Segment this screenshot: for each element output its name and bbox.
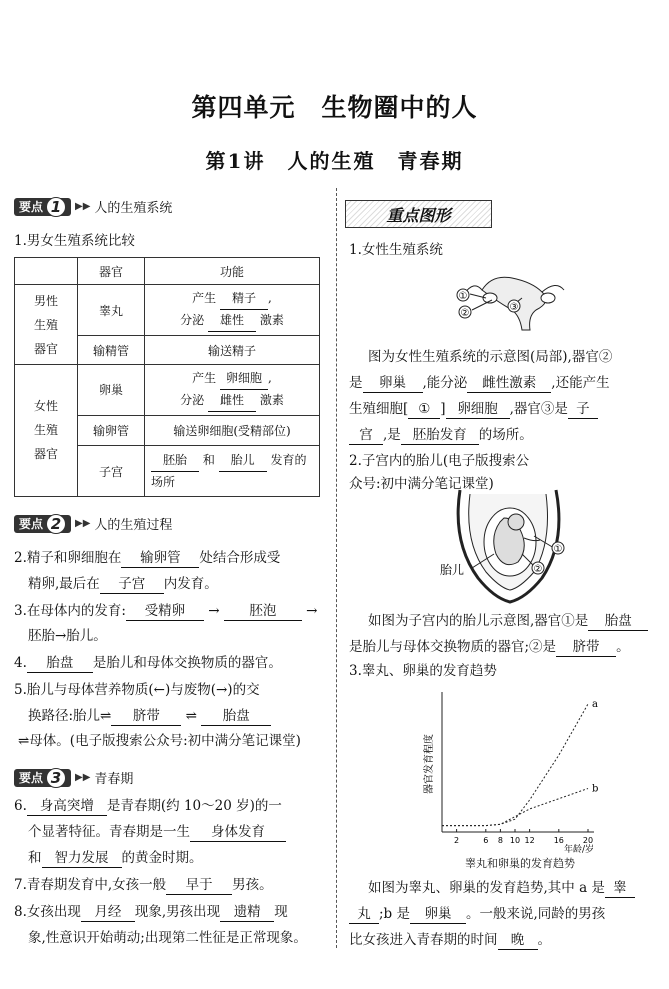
answer-blank: 月经 bbox=[81, 903, 135, 922]
organ-oviduct: 输卵管 bbox=[78, 415, 145, 446]
keypoint-title: 青春期 bbox=[94, 772, 134, 787]
uterus-function: 胚胎 和 胎儿 发育的 场所 bbox=[145, 446, 320, 497]
figure-3-text-line1: 如图为睾丸、卵巢的发育趋势,其中 a 是 睾 bbox=[368, 879, 635, 898]
label-marker-1: ① bbox=[458, 291, 468, 302]
answer-blank: 精子 bbox=[220, 288, 268, 310]
answer-blank: 宫 bbox=[349, 426, 383, 445]
development-trend-chart bbox=[418, 684, 608, 864]
key-figures-banner: 重点图形 bbox=[345, 200, 492, 228]
fetus-label: 胎儿 bbox=[440, 563, 465, 577]
answer-blank: 雄性 bbox=[208, 310, 256, 332]
keypoint-number: 1 bbox=[46, 197, 66, 217]
question-6-line1: 6. 身高突增 是青春期(约 10～20 岁)的一 bbox=[14, 798, 282, 814]
organ-uterus: 子宫 bbox=[78, 446, 145, 497]
label-marker-2: ② bbox=[533, 564, 543, 575]
x-tick-label: 10 bbox=[509, 836, 521, 845]
keypoint-2-header bbox=[14, 514, 172, 533]
answer-blank: 子 bbox=[568, 400, 598, 419]
label-marker-3: ③ bbox=[509, 302, 519, 313]
chart-caption: 睾丸和卵巢的发育趋势 bbox=[465, 857, 575, 870]
page-title: 第四单元 生物圈中的人 bbox=[191, 93, 478, 122]
answer-blank: 身体发育 bbox=[190, 823, 286, 842]
answer-blank: 身高突增 bbox=[27, 797, 107, 816]
answer-blank: 胚胎发育 bbox=[401, 426, 479, 445]
oviduct-function: 输送卵细胞(受精部位) bbox=[145, 415, 320, 446]
answer-blank: 卵细胞 bbox=[220, 368, 268, 390]
answer-blank: 输卵管 bbox=[121, 549, 199, 568]
figure-2-heading-cont: 众号:初中满分笔记课堂) bbox=[349, 476, 494, 492]
figure-2-text-line1: 如图为子宫内的胎儿示意图,器官①是 胎盘 bbox=[368, 612, 648, 631]
figure-1-text-line4: 宫 ,是 胚胎发育 的场所。 bbox=[349, 426, 533, 445]
figure-1-text-line3: 生殖细胞[ ① ] 卵细胞 ,器官③是 子 bbox=[349, 400, 598, 419]
table-corner bbox=[15, 258, 78, 285]
question-6-line3: 和 智力发展 的黄金时期。 bbox=[28, 850, 203, 866]
figure-3-text-line3: 比女孩进入青春期的时间 晚 。 bbox=[349, 932, 551, 948]
question-5-line3: ⇌母体。(电子版搜索公众号:初中满分笔记课堂) bbox=[18, 733, 301, 749]
answer-blank: 胎盘 bbox=[201, 707, 271, 726]
answer-blank: 卵巢 bbox=[410, 905, 466, 924]
reproductive-comparison-table bbox=[14, 257, 320, 497]
answer-blank: 胚胎 bbox=[151, 450, 199, 472]
chart-x-label: 年龄/岁 bbox=[563, 845, 594, 855]
keypoint-badge: 要点 3 bbox=[14, 769, 71, 787]
figure-1-text-line2: 是 卵巢 ,能分泌 雌性激素 ,还能产生 bbox=[349, 375, 610, 391]
table-header-organ: 器官 bbox=[78, 258, 145, 285]
keypoint-1-header bbox=[14, 197, 172, 216]
figure-2-text-line2: 是胎儿与母体交换物质的器官;②是 脐带 。 bbox=[349, 639, 630, 655]
series-label-a: a bbox=[592, 699, 598, 710]
answer-blank: 丸 bbox=[349, 905, 379, 924]
figure-1-text-line1: 图为女性生殖系统的示意图(局部),器官② bbox=[368, 349, 613, 365]
answer-blank: 胎盘 bbox=[27, 654, 93, 673]
female-reproductive-diagram bbox=[452, 268, 572, 338]
question-4: 4. 胎盘 是胎儿和母体交换物质的器官。 bbox=[14, 655, 282, 671]
keypoint-badge: 要点 2 bbox=[14, 515, 71, 533]
x-tick-label: 8 bbox=[497, 836, 503, 845]
answer-blank: 雌性激素 bbox=[467, 374, 551, 393]
answer-blank: ① bbox=[408, 400, 440, 419]
table-header-function: 功能 bbox=[145, 258, 320, 285]
organ-ovary: 卵巢 bbox=[78, 364, 145, 415]
chart-y-label: 器官发育程度 bbox=[424, 734, 435, 794]
question-5-line2: 换路径:胎儿⇌ 脐带 ⇌ 胎盘 bbox=[28, 707, 271, 726]
figure-3-heading: 3.睾丸、卵巢的发育趋势 bbox=[349, 663, 497, 679]
question-2-line1: 2.精子和卵细胞在 输卵管 处结合形成受 bbox=[14, 550, 281, 566]
answer-blank: 卵巢 bbox=[363, 374, 423, 393]
answer-blank: 遗精 bbox=[220, 903, 274, 922]
keypoint-number: 2 bbox=[46, 514, 66, 534]
keypoint-title: 人的生殖过程 bbox=[94, 518, 173, 533]
answer-blank: 雌性 bbox=[208, 390, 256, 412]
lesson-subtitle: 第1讲 人的生殖 青春期 bbox=[205, 149, 464, 173]
answer-blank: 胚泡 bbox=[224, 602, 302, 621]
question-6-line2: 个显著特征。青春期是一生 身体发育 bbox=[28, 823, 286, 842]
answer-blank: 卵细胞 bbox=[446, 400, 510, 419]
question-7: 7.青春期发育中,女孩一般 早于 男孩。 bbox=[14, 877, 273, 893]
male-organs-label: 男性生殖器官 bbox=[15, 285, 78, 364]
figure-2-heading: 2.子宫内的胎儿(电子版搜索公 bbox=[349, 453, 530, 469]
x-tick-label: 2 bbox=[454, 836, 460, 845]
ovary-function: 产生 卵细胞 , 分泌 雌性 激素 bbox=[145, 364, 320, 415]
x-tick-label: 20 bbox=[582, 836, 594, 845]
series-line-b bbox=[442, 788, 588, 825]
label-marker-2: ② bbox=[460, 308, 470, 319]
answer-blank: 睾 bbox=[605, 879, 635, 898]
answer-blank: 智力发展 bbox=[42, 849, 122, 868]
organ-vas-deferens: 输精管 bbox=[78, 336, 145, 364]
answer-blank: 胎儿 bbox=[219, 450, 267, 472]
fetus-in-uterus-diagram bbox=[438, 482, 578, 604]
column-divider bbox=[336, 188, 337, 948]
keypoint-badge: 要点 1 bbox=[14, 198, 71, 216]
double-arrow-icon: ▶▶ bbox=[75, 518, 91, 529]
x-tick-label: 16 bbox=[553, 836, 564, 845]
answer-blank: 胎盘 bbox=[588, 612, 648, 631]
keypoint-3-header bbox=[14, 768, 133, 787]
figure-1-heading: 1.女性生殖系统 bbox=[349, 242, 443, 258]
x-tick-label: 6 bbox=[483, 836, 489, 845]
answer-blank: 受精卵 bbox=[126, 602, 204, 621]
series-label-b: b bbox=[592, 783, 599, 795]
question-2-line2: 精卵,最后在 子宫 内发育。 bbox=[28, 576, 218, 592]
answer-blank: 子宫 bbox=[100, 575, 164, 594]
question-8-line1: 8.女孩出现 月经 现象,男孩出现 遗精 现 bbox=[14, 904, 288, 920]
question-3-line2: 胚胎→胎儿。 bbox=[28, 628, 107, 644]
female-organs-label: 女性生殖器官 bbox=[15, 364, 78, 496]
x-tick-label: 12 bbox=[524, 836, 535, 845]
organ-testis: 睾丸 bbox=[78, 285, 145, 336]
answer-blank: 脐带 bbox=[556, 638, 616, 657]
question-3-line1: 3.在母体内的发育: 受精卵 → 胚泡 → bbox=[14, 603, 318, 619]
label-marker-1: ① bbox=[553, 544, 563, 555]
question-5-line1: 5.胎儿与母体营养物质(←)与废物(→)的交 bbox=[14, 682, 260, 698]
question-1: 1.男女生殖系统比较 bbox=[14, 233, 135, 249]
keypoint-title: 人的生殖系统 bbox=[94, 201, 173, 216]
question-8-line2: 象,性意识开始萌动;出现第二性征是正常现象。 bbox=[28, 930, 307, 946]
keypoint-number: 3 bbox=[46, 768, 66, 788]
double-arrow-icon: ▶▶ bbox=[75, 772, 91, 783]
double-arrow-icon: ▶▶ bbox=[75, 201, 91, 212]
testis-function: 产生 精子 , 分泌 雄性 激素 bbox=[145, 285, 320, 336]
series-line-a bbox=[442, 704, 588, 826]
figure-3-text-line2: 丸 ;b 是 卵巢 。一般来说,同龄的男孩 bbox=[349, 905, 605, 924]
answer-blank: 脐带 bbox=[111, 707, 181, 726]
vas-function: 输送精子 bbox=[145, 336, 320, 364]
answer-blank: 早于 bbox=[166, 876, 232, 895]
answer-blank: 晚 bbox=[498, 931, 538, 950]
